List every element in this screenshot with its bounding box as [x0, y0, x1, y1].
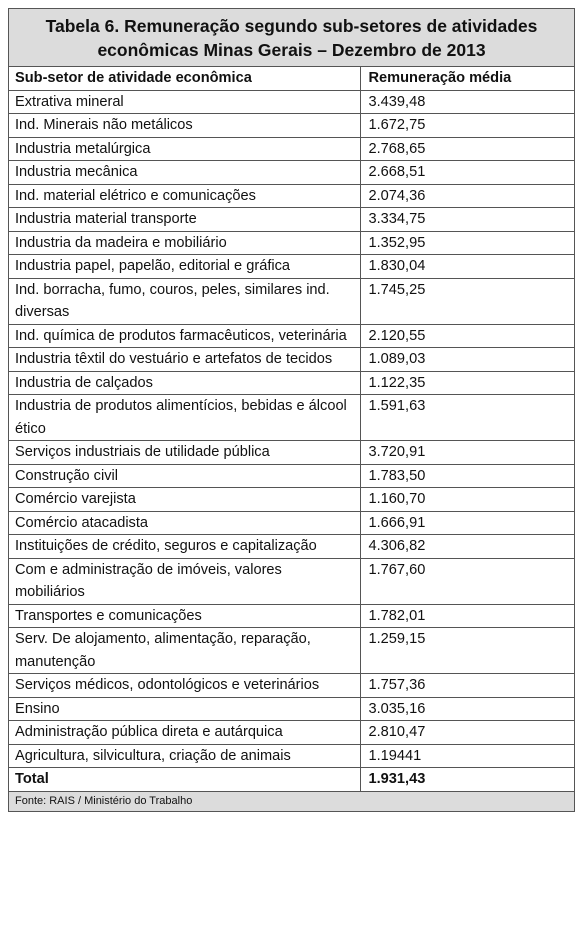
- remuneration-cell: 1.672,75: [360, 114, 574, 138]
- table-row: [9, 628, 574, 674]
- remuneration-cell: 1.19441: [360, 744, 574, 768]
- table-row: [9, 161, 574, 185]
- table-row: [9, 744, 574, 768]
- subsector-cell: Ind. material elétrico e comunicações: [9, 184, 360, 208]
- table-row: [9, 441, 574, 465]
- remuneration-cell: 2.810,47: [360, 721, 574, 745]
- remuneration-cell: 1.352,95: [360, 231, 574, 255]
- table-row: [9, 395, 574, 441]
- remuneration-cell: 2.074,36: [360, 184, 574, 208]
- remuneration-cell: 1.767,60: [360, 558, 574, 604]
- table-row: [9, 208, 574, 232]
- table-row: [9, 278, 574, 324]
- remuneration-cell: 1.259,15: [360, 628, 574, 674]
- remuneration-cell: 3.439,48: [360, 90, 574, 114]
- table-row: [9, 721, 574, 745]
- total-label: Total: [9, 768, 360, 792]
- remuneration-cell: 3.035,16: [360, 697, 574, 721]
- subsector-cell: Ind. química de produtos farmacêuticos, veterinária: [9, 324, 360, 348]
- table-title: [9, 9, 574, 67]
- table-row: [9, 488, 574, 512]
- remuneration-cell: 1.745,25: [360, 278, 574, 324]
- table-row: [9, 674, 574, 698]
- table-figure: [8, 8, 575, 812]
- table-row: [9, 184, 574, 208]
- column-header-remuneration: Remuneração média: [360, 67, 574, 90]
- table-row: [9, 697, 574, 721]
- subsector-cell: Administração pública direta e autárquica: [9, 721, 360, 745]
- subsector-cell: Industria papel, papelão, editorial e gráfica: [9, 255, 360, 279]
- subsector-cell: Serviços médicos, odontológicos e veterinários: [9, 674, 360, 698]
- remuneration-cell: 1.122,35: [360, 371, 574, 395]
- table-row: [9, 604, 574, 628]
- subsector-cell: Industria de calçados: [9, 371, 360, 395]
- table-row: [9, 324, 574, 348]
- remuneration-cell: 1.666,91: [360, 511, 574, 535]
- remuneration-cell: 1.783,50: [360, 464, 574, 488]
- remuneration-cell: 2.120,55: [360, 324, 574, 348]
- table-row: [9, 90, 574, 114]
- subsector-cell: Serviços industriais de utilidade pública: [9, 441, 360, 465]
- remuneration-cell: 1.830,04: [360, 255, 574, 279]
- subsector-cell: Industria material transporte: [9, 208, 360, 232]
- remuneration-cell: 4.306,82: [360, 535, 574, 559]
- subsector-cell: Com e administração de imóveis, valores mobiliários: [9, 558, 360, 604]
- remuneration-cell: 3.334,75: [360, 208, 574, 232]
- subsector-cell: Construção civil: [9, 464, 360, 488]
- remuneration-cell: 1.782,01: [360, 604, 574, 628]
- subsector-cell: Extrativa mineral: [9, 90, 360, 114]
- subsector-cell: Instituições de crédito, seguros e capitalização: [9, 535, 360, 559]
- table-row: [9, 348, 574, 372]
- subsector-cell: Ind. Minerais não metálicos: [9, 114, 360, 138]
- remuneration-cell: 1.757,36: [360, 674, 574, 698]
- table-row: [9, 231, 574, 255]
- subsector-cell: Industria têxtil do vestuário e artefatos de tecidos: [9, 348, 360, 372]
- table-title-line-1: Tabela 6. Remuneração segundo sub-setores de atividades: [45, 16, 538, 36]
- remuneration-cell: 3.720,91: [360, 441, 574, 465]
- table-row: [9, 137, 574, 161]
- remuneration-cell: 2.668,51: [360, 161, 574, 185]
- table-body: [9, 90, 574, 768]
- subsector-cell: Comércio varejista: [9, 488, 360, 512]
- table-row: [9, 371, 574, 395]
- table-row: [9, 255, 574, 279]
- header-row: [9, 67, 574, 90]
- subsector-cell: Industria da madeira e mobiliário: [9, 231, 360, 255]
- remuneration-cell: 1.591,63: [360, 395, 574, 441]
- total-value: 1.931,43: [360, 768, 574, 792]
- subsector-cell: Agricultura, silvicultura, criação de animais: [9, 744, 360, 768]
- subsector-cell: Ensino: [9, 697, 360, 721]
- remuneration-cell: 1.160,70: [360, 488, 574, 512]
- table-row: [9, 511, 574, 535]
- table-row: [9, 535, 574, 559]
- subsector-cell: Serv. De alojamento, alimentação, reparação, manutenção: [9, 628, 360, 674]
- remuneration-cell: 1.089,03: [360, 348, 574, 372]
- table-title-line-2: econômicas Minas Gerais – Dezembro de 2013: [97, 40, 486, 60]
- column-header-subsector: Sub-setor de atividade econômica: [9, 67, 360, 90]
- table-row: [9, 558, 574, 604]
- source-note: Fonte: RAIS / Ministério do Trabalho: [9, 792, 574, 811]
- subsector-cell: Ind. borracha, fumo, couros, peles, similares ind. diversas: [9, 278, 360, 324]
- subsector-cell: Industria metalúrgica: [9, 137, 360, 161]
- table-row: [9, 464, 574, 488]
- table-row: [9, 114, 574, 138]
- subsector-cell: Industria de produtos alimentícios, bebidas e álcool ético: [9, 395, 360, 441]
- subsector-cell: Transportes e comunicações: [9, 604, 360, 628]
- remuneration-cell: 2.768,65: [360, 137, 574, 161]
- subsector-cell: Comércio atacadista: [9, 511, 360, 535]
- total-row: [9, 768, 574, 792]
- subsector-cell: Industria mecânica: [9, 161, 360, 185]
- remuneration-table: [9, 67, 574, 792]
